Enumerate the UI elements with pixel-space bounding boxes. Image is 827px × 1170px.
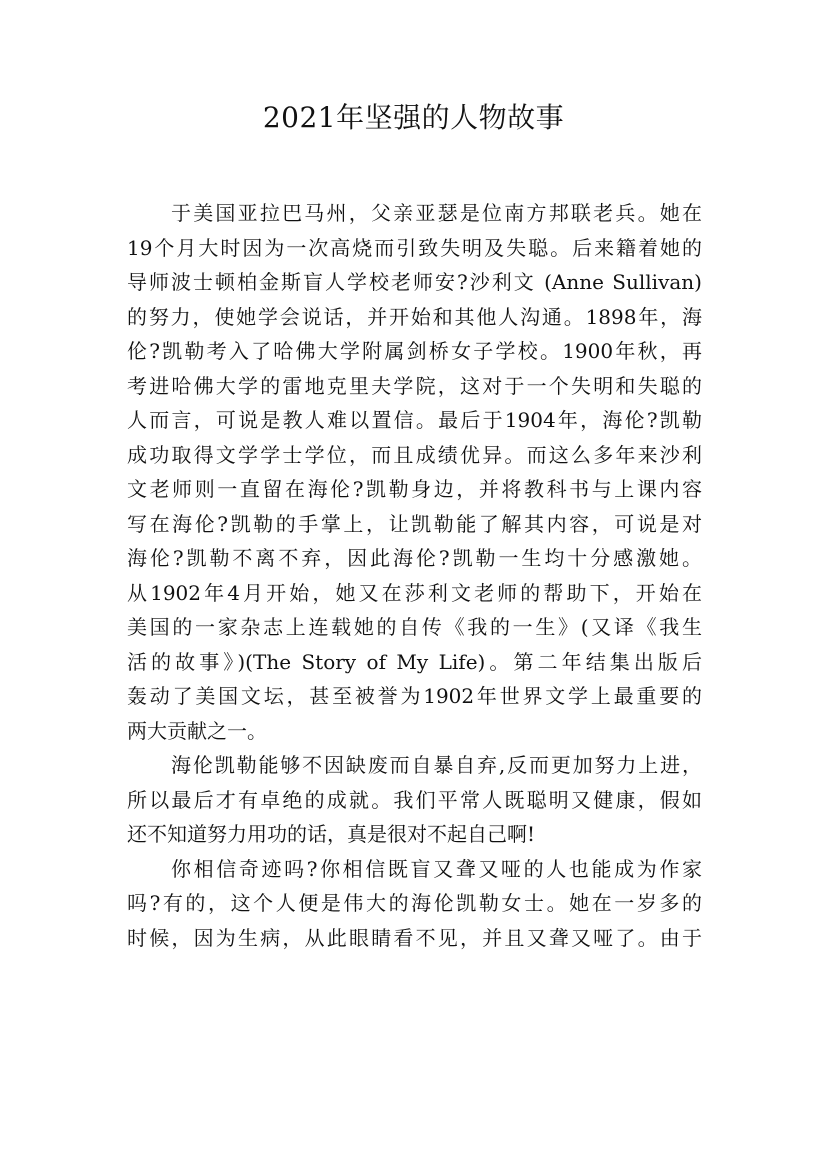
paragraph-1-line: 从1902年4月开始，她又在莎利文老师的帮助下，开始在 (127, 580, 702, 605)
paragraph-1-line: 海伦?凯勒不离不弃，因此海伦?凯勒一生均十分感激她。 (127, 546, 702, 570)
paragraph-1-line: 于美国亚拉巴马州，父亲亚瑟是位南方邦联老兵。她在 (171, 201, 702, 225)
paragraph-1-line: 成功取得文学学士学位，而且成绩优异。而这么多年来沙利 (127, 442, 702, 467)
paragraph-3-line: 吗?有的，这个人便是伟大的海伦凯勒女士。她在一岁多的 (127, 891, 702, 915)
paragraph-1-line: 文老师则一直留在海伦?凯勒身边，并将教科书与上课内容 (127, 477, 702, 501)
paragraph-1-line: 人而言，可说是教人难以置信。最后于1904年，海伦?凯勒 (127, 408, 702, 432)
paragraph-1-line: 19个月大时因为一次高烧而引致失明及失聪。后来籍着她的 (127, 235, 702, 260)
paragraph-1-line: 活的故事》)(The Story of My Life)。第二年结集出版后 (127, 649, 702, 674)
paragraph-1-line: 伦?凯勒考入了哈佛大学附属剑桥女子学校。1900年秋，再 (127, 339, 702, 363)
document-title: 2021年坚强的人物故事 (262, 101, 565, 134)
paragraph-3-line: 时候，因为生病，从此眼睛看不见，并且又聋又哑了。由于 (127, 925, 702, 950)
paragraph-2-line: 海伦凯勒能够不因缺废而自暴自弃,反而更加努力上进， (171, 753, 702, 777)
paragraph-1-line: 美国的一家杂志上连载她的自传《我的一生》(又译《我生 (127, 615, 702, 639)
paragraph-1-line: 考进哈佛大学的雷地克里夫学院，这对于一个失明和失聪的 (127, 373, 702, 398)
paragraph-2-line: 所以最后才有卓绝的成就。我们平常人既聪明又健康，假如 (127, 787, 702, 812)
paragraph-2-line: 还不知道努力用功的话，真是很对不起自己啊! (127, 822, 536, 846)
paragraph-1-line: 两大贡献之一。 (127, 718, 267, 743)
paragraph-1-line: 的努力，使她学会说话，并开始和其他人沟通。1898年，海 (127, 304, 702, 329)
paragraph-1-line: 写在海伦?凯勒的手掌上，让凯勒能了解其内容，可说是对 (127, 511, 702, 536)
document-body (127, 196, 702, 955)
paragraph-1-line: 导师波士顿柏金斯盲人学校老师安?沙利文 (Anne Sullivan) (127, 270, 702, 294)
paragraph-3-line: 你相信奇迹吗?你相信既盲又聋又哑的人也能成为作家 (171, 856, 702, 881)
paragraph-1-line: 轰动了美国文坛，甚至被誉为1902年世界文学上最重要的 (127, 684, 702, 708)
